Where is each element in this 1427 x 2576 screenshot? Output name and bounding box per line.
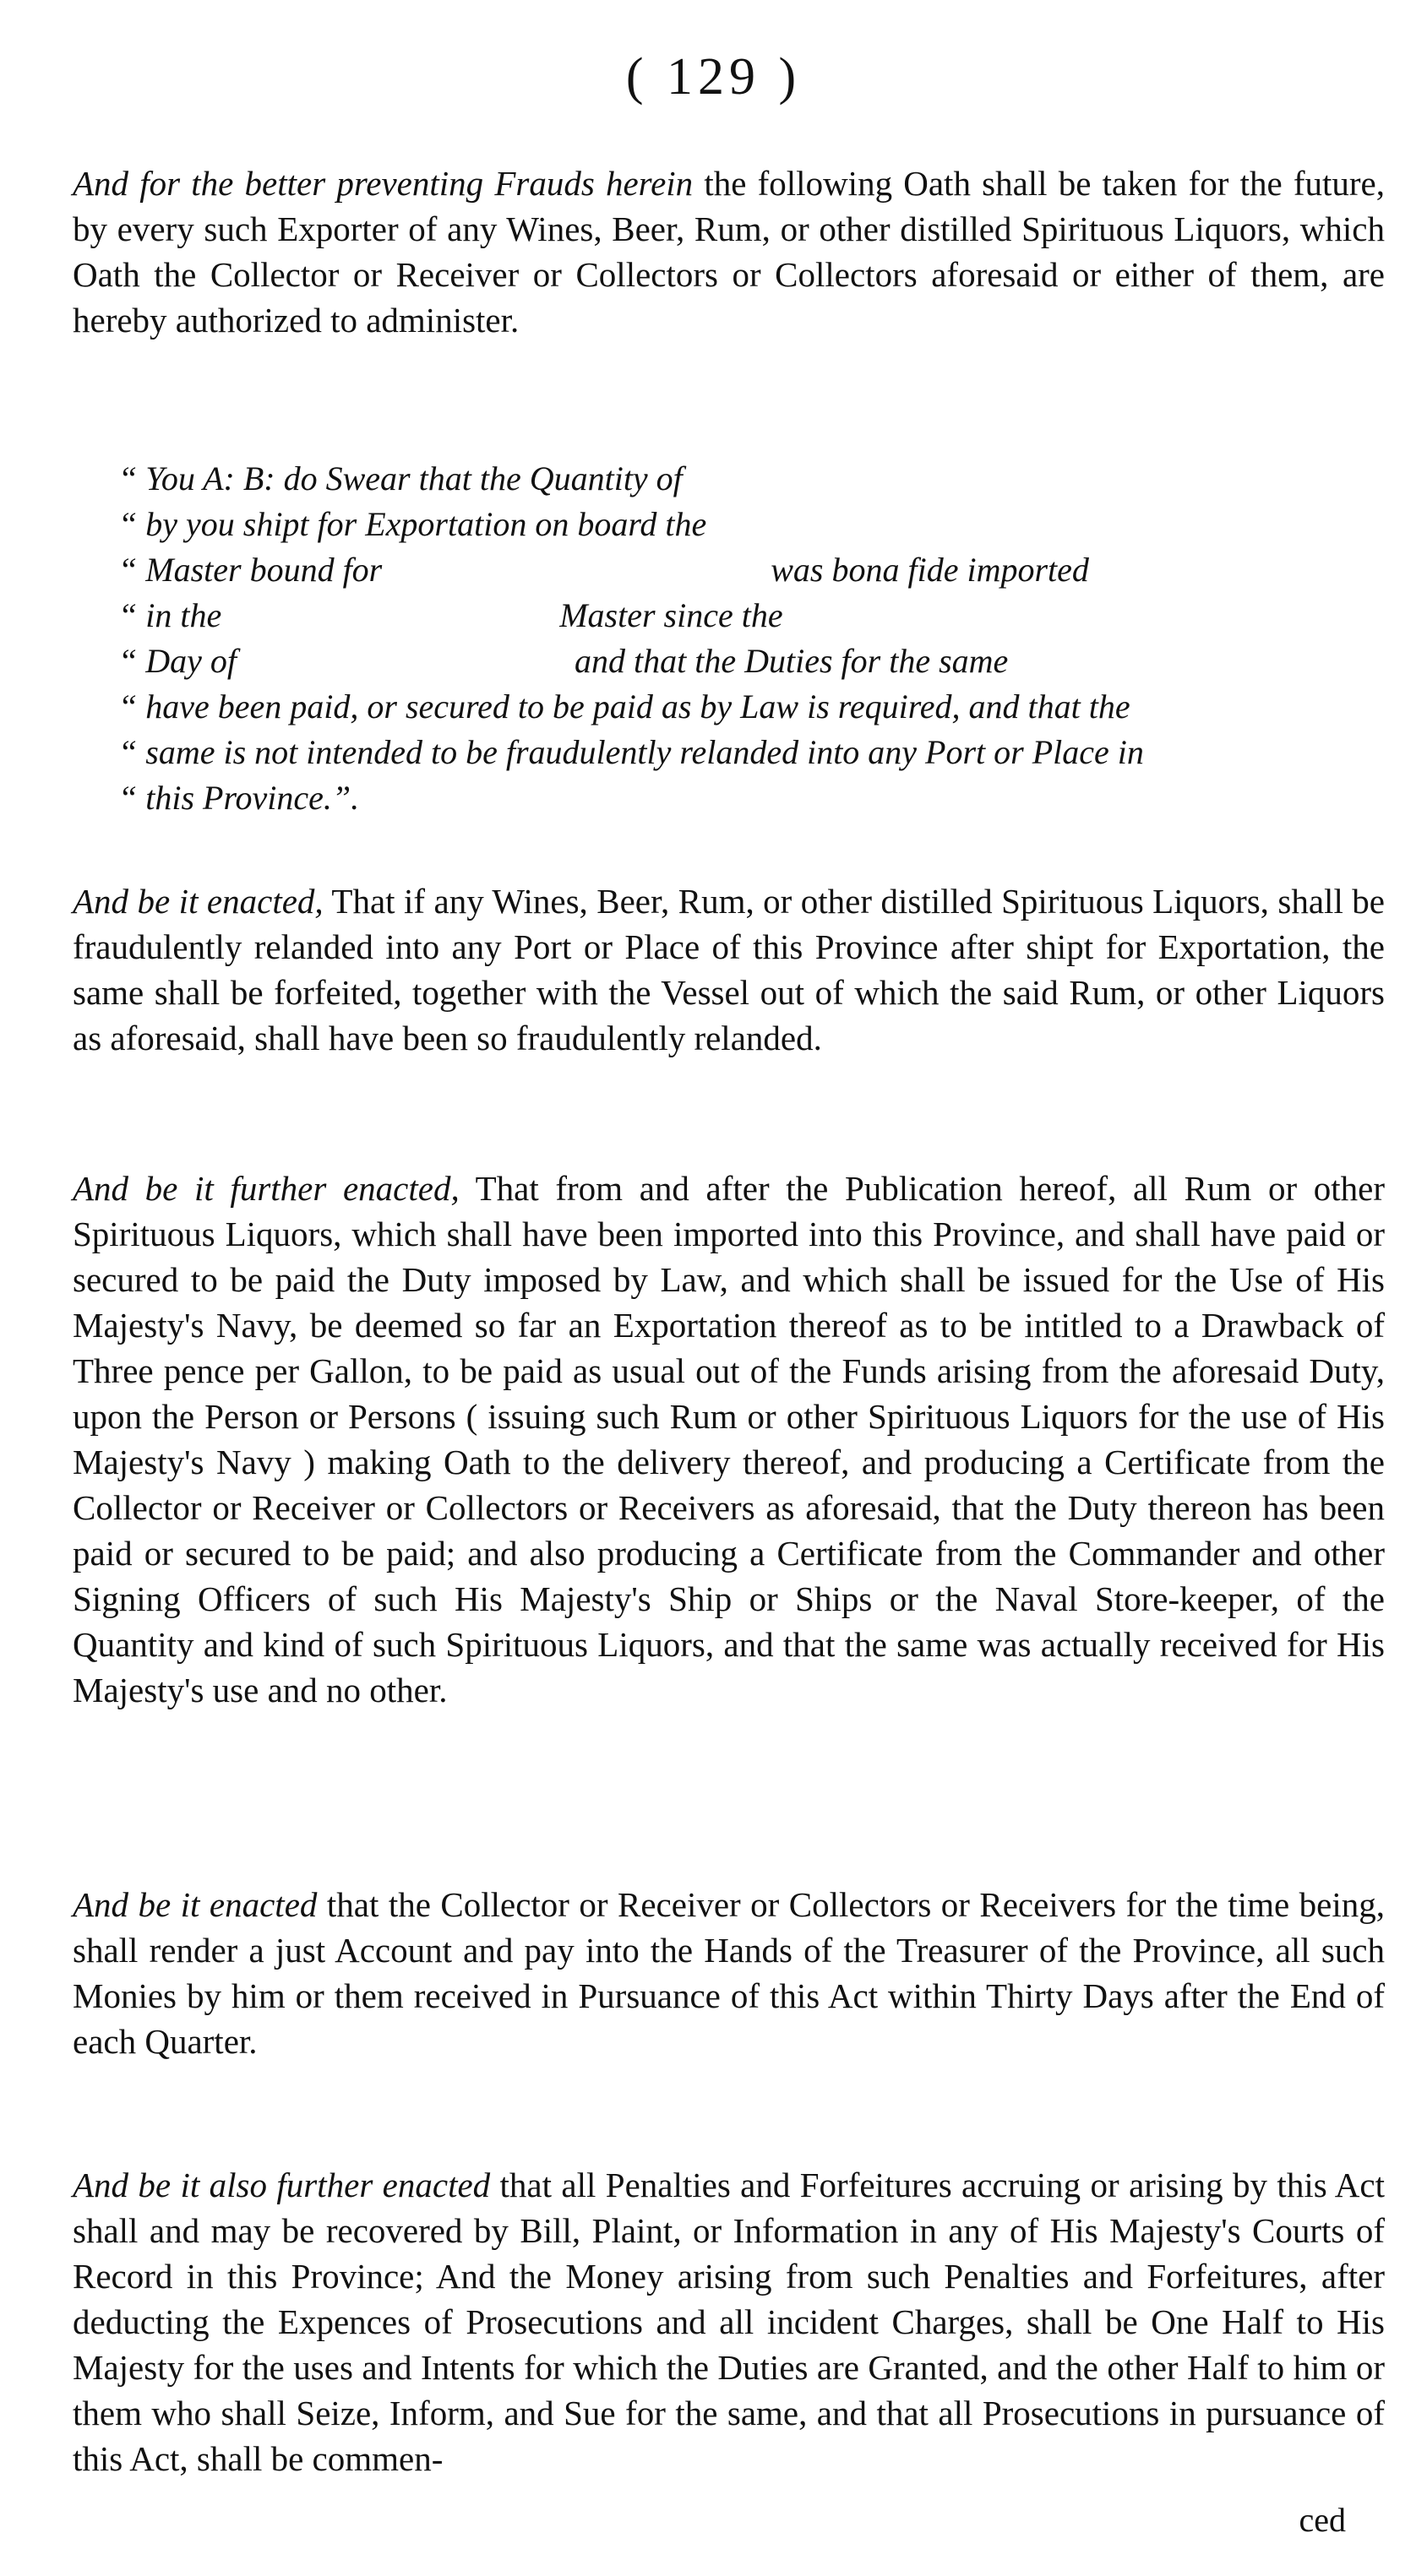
paragraph-lead: And for the better preventing Frauds herein <box>73 164 694 203</box>
oath-line: “ this Province.”. <box>118 779 360 817</box>
oath-line: “ in the Master since the <box>118 596 783 634</box>
paragraph-relanding-forfeiture <box>73 878 1385 1061</box>
paragraph-lead: And be it also further enacted <box>73 2166 491 2204</box>
paragraph-text: That if any Wines, Beer, Rum, or other distilled Spirituous Liquors, shall be fraudulently relanded into any Port or Place of this Province after shipt for Exportation, the same shall be forfeited, together with the Vessel out of which the said Rum, or other Liquors as aforesaid, shall have been so fraudulently relanded. <box>73 882 1385 1057</box>
oath-line: “ same is not intended to be fraudulently relanded into any Port or Place in <box>118 733 1144 771</box>
paragraph-text: the following Oath shall be taken for the future, by every such Exporter of any Wines, Beer, Rum, or other distilled Spirituous Liquors, which Oath the Collector or Receiver or Collectors or Collectors aforesaid or either of them, are hereby authorized to administer. <box>73 164 1385 340</box>
paragraph-navy-drawback <box>73 1166 1385 1713</box>
oath-line: “ by you shipt for Exportation on board the <box>118 505 707 543</box>
paragraph-text: that all Penalties and Forfeitures accruing or arising by this Act shall and may be recovered by Bill, Plaint, or Information in any of His Majesty's Courts of Record in this Province; And the Money arising from such Penalties and Forfeitures, after deducting the Expences of Prosecutions and all incident Charges, shall be One Half to His Majesty for the uses and Intents for which the Duties are Granted, and the other Half to him or them who shall Seize, Inform, and Sue for the same, and that all Prosecutions in pursuance of this Act, shall be commen- <box>73 2166 1385 2478</box>
oath-line: “ Day of and that the Duties for the same <box>118 642 1009 680</box>
oath-text <box>118 456 1386 821</box>
paragraph-oath-preamble <box>73 160 1385 343</box>
paragraph-text: that the Collector or Receiver or Collectors or Receivers for the time being, shall render a just Account and pay into the Hands of the Treasurer of the Province, all such Monies by him or them received in Pursuance of this Act within Thirty Days after the End of each Quarter. <box>73 1885 1385 2061</box>
paragraph-text: That from and after the Publication hereof, all Rum or other Spirituous Liquors, which shall have been imported into this Province, and shall have paid or secured to be paid the Duty imposed by Law, and which shall be issued for the Use of His Majesty's Navy, be deemed so far an Exportation thereof as to be intitled to a Drawback of Three pence per Gallon, to be paid as usual out of the Funds arising from the aforesaid Duty, upon the Person or Persons ( issuing such Rum or other Spirituous Liquors for the use of His Majesty's Navy ) making Oath to the delivery thereof, and producing a Certificate from the Collector or Receiver or Collectors or Receivers as aforesaid, that the Duty thereon has been paid or secured to be paid; and also producing a Certificate from the Commander and other Signing Officers of such His Majesty's Ship or Ships or the Naval Store-keeper, of the Quantity and kind of such Spirituous Liquors, and that the same was actually received for His Majesty's use and no other. <box>73 1169 1385 1709</box>
catchword: ced <box>1299 2501 1346 2539</box>
paragraph-collector-account <box>73 1882 1385 2064</box>
paragraph-lead: And be it enacted, <box>73 882 324 921</box>
paragraph-lead: And be it further enacted, <box>73 1169 460 1208</box>
paragraph-lead: And be it enacted <box>73 1885 318 1924</box>
page-number: ( 129 ) <box>625 48 802 106</box>
paragraph-penalties <box>73 2162 1385 2481</box>
oath-line: “ Master bound for was bona fide imported <box>118 551 1089 589</box>
oath-line: “ You A: B: do Swear that the Quantity of <box>118 459 683 497</box>
oath-line: “ have been paid, or secured to be paid as by Law is required, and that the <box>118 687 1130 726</box>
